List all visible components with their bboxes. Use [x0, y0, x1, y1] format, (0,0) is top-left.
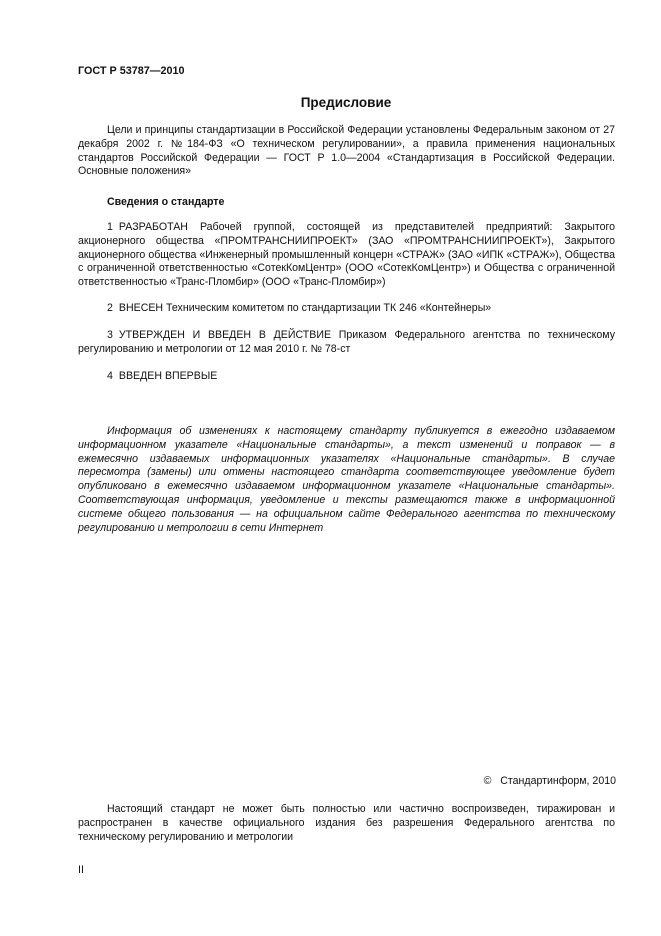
item-text: Техническим комитетом по стандартизации ТК 246 «Контейнеры» — [166, 302, 492, 314]
list-item-4 — [78, 370, 615, 384]
rights-paragraph: Настоящий стандарт не может быть полностью или частично воспроизведен, тиражирован и распространен в качестве официального издания без разрешения Федерального агентства по техническому регулированию и метрологии — [78, 803, 615, 843]
section-heading: Сведения о стандарте — [107, 196, 225, 208]
page-number: II — [78, 864, 84, 876]
item-text: Рабочей группой, состоящей из представителей предприятий: Закрытого акционерного общества «ПРОМТРАНСНИИПРОЕКТ» (ЗАО «ПРОМТРАНСНИИПРОЕКТ»), Закрытого акционерного общества «Инженерный промышленный концерн «СТРАЖ» (ЗАО «ИПК «СТРАЖ»), Общества с ограниченной ответственностью «СотекКомЦентр» (ООО «СотекКомЦентр») и Общества с ограниченной ответственностью «Транс-Пломбир» (ООО «Транс-Пломбир») — [78, 221, 615, 289]
item-number: 2 — [107, 302, 113, 314]
copyright-line: © Стандартинформ, 2010 — [483, 775, 616, 787]
item-label: РАЗРАБОТАН — [118, 221, 188, 233]
page-title: Предисловие — [300, 95, 392, 110]
item-label: ВВЕДЕН ВПЕРВЫЕ — [118, 370, 218, 382]
item-label: ВНЕСЕН — [118, 302, 164, 314]
list-item-1 — [78, 221, 615, 290]
notice-paragraph: Информация об изменениях к настоящему стандарту публикуется в ежегодно издаваемом информационном указателе «Национальные стандарты», а текст изменений и поправок — в ежемесячно издаваемых информационных указателях «Национальные стандарты». В случае пересмотра (замены) или отмены настоящего стандарта соответствующее уведомление будет опубликовано в ежемесячно издаваемом информационном указателе «Национальные стандарты». Соответствующая информация, уведомление и тексты размещаются также в информационной системе общего пользования — на официальном сайте Федерального агентства по техническому регулированию и метрологии в сети Интернет — [78, 425, 615, 534]
item-number: 3 — [107, 329, 113, 341]
list-item-3 — [78, 329, 615, 357]
document-code: ГОСТ Р 53787—2010 — [78, 65, 185, 77]
item-number: 1 — [107, 221, 113, 233]
item-text: Приказом Федерального агентства по техническому регулированию и метрологии от 12 мая 2010 г. № 78-ст — [78, 329, 615, 355]
item-label: УТВЕРЖДЕН И ВВЕДЕН В ДЕЙСТВИЕ — [118, 329, 332, 341]
list-item-2 — [78, 302, 615, 316]
intro-paragraph: Цели и принципы стандартизации в Российской Федерации установлены Федеральным законом от 27 декабря 2002 г. №184-ФЗ «О техническом регулировании», а правила применения национальных стандартов Российской Федерации — ГОСТ Р 1.0—2004 «Стандартизация в Российской Федерации. Основные положения» — [78, 124, 615, 178]
item-number: 4 — [107, 370, 113, 382]
